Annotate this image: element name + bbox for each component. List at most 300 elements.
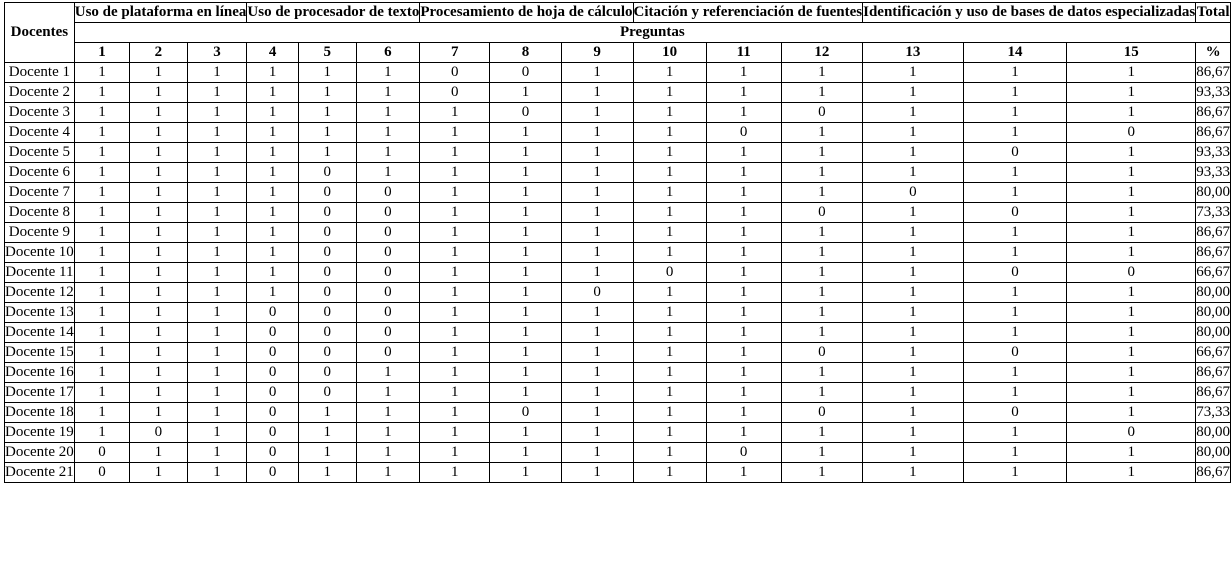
answer-cell: 1: [187, 283, 247, 303]
docente-name: Docente 8: [5, 203, 75, 223]
answer-cell: 1: [420, 243, 490, 263]
answer-cell: 1: [781, 363, 862, 383]
total-percent: 93,33: [1196, 83, 1231, 103]
answer-cell: 1: [74, 363, 129, 383]
answer-cell: 1: [356, 383, 420, 403]
question-number: 4: [247, 43, 298, 63]
answer-cell: 1: [74, 83, 129, 103]
answer-cell: 1: [130, 123, 188, 143]
total-percent: 86,67: [1196, 103, 1231, 123]
answer-cell: 1: [74, 383, 129, 403]
answer-cell: 1: [1067, 443, 1196, 463]
answer-cell: 1: [863, 443, 964, 463]
answer-cell: 1: [706, 403, 781, 423]
answer-cell: 0: [490, 103, 562, 123]
answer-cell: 0: [706, 123, 781, 143]
answer-cell: 1: [490, 443, 562, 463]
answer-cell: 1: [298, 63, 356, 83]
answer-cell: 1: [420, 103, 490, 123]
category-header-bases-datos: Identificación y uso de bases de datos especializadas: [863, 3, 1196, 23]
answer-cell: 1: [781, 383, 862, 403]
answer-cell: 1: [706, 143, 781, 163]
total-percent: 86,67: [1196, 463, 1231, 483]
answer-cell: 1: [1067, 303, 1196, 323]
question-number: 6: [356, 43, 420, 63]
answer-cell: 1: [420, 163, 490, 183]
question-number: 14: [963, 43, 1067, 63]
answer-cell: 1: [420, 463, 490, 483]
answer-cell: 1: [561, 403, 633, 423]
answer-cell: 1: [187, 143, 247, 163]
answer-cell: 1: [490, 463, 562, 483]
answer-cell: 1: [74, 63, 129, 83]
total-percent: 80,00: [1196, 443, 1231, 463]
answer-cell: 0: [356, 263, 420, 283]
answer-cell: 1: [247, 63, 298, 83]
answer-cell: 1: [633, 63, 706, 83]
answer-cell: 0: [963, 343, 1067, 363]
answer-cell: 1: [420, 323, 490, 343]
answer-cell: 1: [706, 383, 781, 403]
answer-cell: 0: [247, 403, 298, 423]
total-percent: 73,33: [1196, 403, 1231, 423]
answer-cell: 1: [706, 83, 781, 103]
answer-cell: 1: [420, 343, 490, 363]
answer-cell: 1: [706, 463, 781, 483]
answer-cell: 0: [356, 283, 420, 303]
table-row: [5, 143, 1231, 163]
answer-cell: 0: [298, 383, 356, 403]
table-row: [5, 403, 1231, 423]
answer-cell: 0: [298, 283, 356, 303]
answer-cell: 1: [420, 203, 490, 223]
answer-cell: 0: [420, 63, 490, 83]
answer-cell: 1: [561, 123, 633, 143]
answer-cell: 1: [1067, 343, 1196, 363]
answer-cell: 1: [561, 183, 633, 203]
answer-cell: 0: [963, 403, 1067, 423]
answer-cell: 0: [298, 243, 356, 263]
total-percent: 66,67: [1196, 263, 1231, 283]
table-row: [5, 103, 1231, 123]
answer-cell: 1: [781, 443, 862, 463]
answer-cell: 1: [187, 443, 247, 463]
answer-cell: 1: [561, 263, 633, 283]
answer-cell: 1: [187, 263, 247, 283]
table-row: [5, 83, 1231, 103]
preguntas-header: Preguntas: [74, 23, 1230, 43]
answer-cell: 1: [706, 283, 781, 303]
answer-cell: 0: [298, 183, 356, 203]
answer-cell: 1: [561, 103, 633, 123]
docente-name: Docente 2: [5, 83, 75, 103]
answer-cell: 0: [247, 363, 298, 383]
total-percent: 80,00: [1196, 323, 1231, 343]
table-row: [5, 343, 1231, 363]
answer-cell: 0: [298, 163, 356, 183]
answer-cell: 0: [356, 303, 420, 323]
docente-name: Docente 3: [5, 103, 75, 123]
answer-cell: 1: [863, 303, 964, 323]
table-row: [5, 463, 1231, 483]
answer-cell: 0: [298, 363, 356, 383]
answer-cell: 1: [420, 143, 490, 163]
table-row: [5, 163, 1231, 183]
table-row: [5, 323, 1231, 343]
answer-cell: 1: [963, 223, 1067, 243]
answer-cell: 1: [633, 363, 706, 383]
answer-cell: 0: [963, 263, 1067, 283]
total-percent: 93,33: [1196, 163, 1231, 183]
answer-cell: 1: [781, 83, 862, 103]
answer-cell: 1: [130, 383, 188, 403]
answer-cell: 1: [490, 203, 562, 223]
answer-cell: 1: [74, 203, 129, 223]
question-number: 10: [633, 43, 706, 63]
answer-cell: 1: [74, 343, 129, 363]
docente-name: Docente 4: [5, 123, 75, 143]
answer-cell: 1: [74, 143, 129, 163]
answer-cell: 1: [490, 163, 562, 183]
answer-cell: 1: [490, 143, 562, 163]
answer-cell: 0: [74, 463, 129, 483]
answer-cell: 0: [298, 323, 356, 343]
table-row: [5, 363, 1231, 383]
answer-cell: 1: [490, 303, 562, 323]
answer-cell: 0: [420, 83, 490, 103]
answer-cell: 1: [130, 243, 188, 263]
answer-cell: 1: [130, 223, 188, 243]
question-number: 13: [863, 43, 964, 63]
answer-cell: 1: [633, 103, 706, 123]
question-number: 5: [298, 43, 356, 63]
answer-cell: 1: [130, 103, 188, 123]
docente-name: Docente 13: [5, 303, 75, 323]
answer-cell: 0: [247, 443, 298, 463]
docente-name: Docente 7: [5, 183, 75, 203]
answer-cell: 0: [781, 103, 862, 123]
answer-cell: 1: [187, 403, 247, 423]
answer-cell: 1: [420, 223, 490, 243]
answer-cell: 1: [247, 163, 298, 183]
answer-cell: 1: [247, 143, 298, 163]
answer-cell: 1: [1067, 163, 1196, 183]
answer-cell: 0: [298, 223, 356, 243]
answer-cell: 1: [130, 63, 188, 83]
answer-cell: 1: [298, 443, 356, 463]
answer-cell: 1: [561, 383, 633, 403]
question-number: 9: [561, 43, 633, 63]
answer-cell: 1: [963, 463, 1067, 483]
answer-cell: 1: [298, 403, 356, 423]
answer-cell: 0: [247, 343, 298, 363]
total-percent: 86,67: [1196, 383, 1231, 403]
answer-cell: 1: [781, 63, 862, 83]
answer-cell: 1: [561, 223, 633, 243]
answer-cell: 0: [781, 403, 862, 423]
answer-cell: 1: [963, 283, 1067, 303]
answer-cell: 0: [298, 203, 356, 223]
answer-cell: 1: [247, 203, 298, 223]
answer-cell: 0: [356, 203, 420, 223]
answer-cell: 1: [706, 263, 781, 283]
answer-cell: 0: [356, 243, 420, 263]
question-number: 15: [1067, 43, 1196, 63]
answer-cell: 1: [356, 63, 420, 83]
answer-cell: 0: [1067, 123, 1196, 143]
answer-cell: 1: [356, 103, 420, 123]
answer-cell: 1: [130, 163, 188, 183]
answer-cell: 1: [130, 343, 188, 363]
answer-cell: 0: [633, 263, 706, 283]
answer-cell: 0: [781, 343, 862, 363]
answer-cell: 1: [633, 443, 706, 463]
answer-cell: 0: [356, 223, 420, 243]
answer-cell: 1: [420, 283, 490, 303]
question-number: 12: [781, 43, 862, 63]
answer-cell: 1: [781, 463, 862, 483]
table-row: [5, 443, 1231, 463]
answer-cell: 1: [963, 103, 1067, 123]
answer-cell: 0: [247, 463, 298, 483]
answer-cell: 0: [1067, 263, 1196, 283]
answer-cell: 1: [963, 83, 1067, 103]
answer-cell: 1: [781, 263, 862, 283]
answer-cell: 0: [490, 63, 562, 83]
answer-cell: 1: [561, 163, 633, 183]
docente-name: Docente 20: [5, 443, 75, 463]
answer-cell: 1: [420, 123, 490, 143]
answer-cell: 1: [356, 463, 420, 483]
answer-cell: 1: [963, 63, 1067, 83]
answer-cell: 1: [706, 423, 781, 443]
answer-cell: 1: [187, 343, 247, 363]
answer-cell: 1: [420, 423, 490, 443]
answer-cell: 1: [963, 363, 1067, 383]
docente-name: Docente 11: [5, 263, 75, 283]
preguntas-header-row: [5, 23, 1231, 43]
answer-cell: 1: [74, 283, 129, 303]
answer-cell: 1: [561, 423, 633, 443]
answer-cell: 1: [490, 383, 562, 403]
answer-cell: 1: [561, 143, 633, 163]
answer-cell: 1: [633, 343, 706, 363]
docente-name: Docente 14: [5, 323, 75, 343]
answer-cell: 1: [781, 303, 862, 323]
percent-header: %: [1196, 43, 1231, 63]
answer-cell: 1: [74, 123, 129, 143]
total-percent: 86,67: [1196, 63, 1231, 83]
answer-cell: 1: [490, 323, 562, 343]
answer-cell: 1: [781, 283, 862, 303]
answer-cell: 0: [781, 203, 862, 223]
category-header-row: [5, 3, 1231, 23]
answer-cell: 1: [247, 263, 298, 283]
answer-cell: 1: [781, 143, 862, 163]
answer-cell: 1: [247, 103, 298, 123]
answer-cell: 1: [963, 303, 1067, 323]
answer-cell: 0: [963, 143, 1067, 163]
answer-cell: 1: [561, 203, 633, 223]
answer-cell: 1: [356, 443, 420, 463]
answer-cell: 1: [187, 383, 247, 403]
answer-cell: 1: [490, 183, 562, 203]
docente-name: Docente 15: [5, 343, 75, 363]
answer-cell: 1: [633, 283, 706, 303]
answer-cell: 1: [963, 383, 1067, 403]
answer-cell: 1: [781, 243, 862, 263]
answer-cell: 1: [863, 203, 964, 223]
docente-name: Docente 6: [5, 163, 75, 183]
answer-cell: 1: [187, 83, 247, 103]
answer-cell: 1: [130, 263, 188, 283]
answer-cell: 1: [633, 383, 706, 403]
answer-cell: 1: [863, 343, 964, 363]
answer-cell: 1: [863, 323, 964, 343]
table-row: [5, 263, 1231, 283]
answer-cell: 1: [633, 143, 706, 163]
answer-cell: 1: [863, 123, 964, 143]
answer-cell: 0: [356, 343, 420, 363]
table-row: [5, 423, 1231, 443]
answer-cell: 1: [1067, 63, 1196, 83]
answer-cell: 1: [356, 123, 420, 143]
answer-cell: 1: [863, 163, 964, 183]
answer-cell: 1: [863, 243, 964, 263]
answer-cell: 1: [633, 223, 706, 243]
answer-cell: 1: [187, 463, 247, 483]
answer-cell: 1: [561, 443, 633, 463]
table-row: [5, 283, 1231, 303]
answer-cell: 0: [130, 423, 188, 443]
answer-cell: 1: [706, 203, 781, 223]
answer-cell: 1: [130, 183, 188, 203]
answer-cell: 0: [863, 183, 964, 203]
answer-cell: 1: [963, 243, 1067, 263]
question-number-row: [5, 43, 1231, 63]
question-number: 1: [74, 43, 129, 63]
category-header-citacion: Citación y referenciación de fuentes: [633, 3, 863, 23]
answer-cell: 1: [1067, 403, 1196, 423]
answer-cell: 1: [74, 403, 129, 423]
answer-cell: 1: [706, 63, 781, 83]
docente-name: Docente 21: [5, 463, 75, 483]
answer-cell: 1: [187, 323, 247, 343]
answer-cell: 1: [863, 103, 964, 123]
answer-cell: 1: [490, 263, 562, 283]
answer-cell: 1: [420, 403, 490, 423]
docente-name: Docente 9: [5, 223, 75, 243]
answer-cell: 1: [187, 163, 247, 183]
answer-cell: 1: [130, 283, 188, 303]
answer-cell: 1: [420, 443, 490, 463]
answer-cell: 1: [74, 163, 129, 183]
answer-cell: 1: [633, 463, 706, 483]
docentes-header: Docentes: [5, 3, 75, 63]
total-percent: 80,00: [1196, 183, 1231, 203]
answer-cell: 1: [247, 283, 298, 303]
answer-cell: 1: [706, 183, 781, 203]
answer-cell: 0: [247, 383, 298, 403]
category-header-hoja-calculo: Procesamiento de hoja de cálculo: [420, 3, 633, 23]
answer-cell: 1: [561, 243, 633, 263]
answer-cell: 1: [187, 223, 247, 243]
answer-cell: 1: [1067, 283, 1196, 303]
answer-cell: 1: [561, 363, 633, 383]
answer-cell: 1: [633, 423, 706, 443]
table-row: [5, 383, 1231, 403]
results-body: [5, 63, 1231, 483]
results-table-container: [4, 2, 1231, 483]
answer-cell: 1: [298, 123, 356, 143]
answer-cell: 1: [633, 163, 706, 183]
question-number: 2: [130, 43, 188, 63]
answer-cell: 1: [781, 223, 862, 243]
answer-cell: 1: [863, 463, 964, 483]
total-percent: 80,00: [1196, 303, 1231, 323]
answer-cell: 1: [420, 363, 490, 383]
answer-cell: 1: [706, 363, 781, 383]
answer-cell: 1: [490, 343, 562, 363]
total-percent: 80,00: [1196, 283, 1231, 303]
total-percent: 73,33: [1196, 203, 1231, 223]
answer-cell: 0: [247, 303, 298, 323]
answer-cell: 1: [1067, 83, 1196, 103]
answer-cell: 0: [963, 203, 1067, 223]
answer-cell: 1: [187, 423, 247, 443]
answer-cell: 1: [963, 123, 1067, 143]
answer-cell: 0: [356, 323, 420, 343]
answer-cell: 1: [130, 143, 188, 163]
question-number: 11: [706, 43, 781, 63]
answer-cell: 1: [863, 143, 964, 163]
answer-cell: 1: [298, 83, 356, 103]
answer-cell: 1: [1067, 363, 1196, 383]
answer-cell: 1: [561, 463, 633, 483]
answer-cell: 1: [863, 383, 964, 403]
answer-cell: 1: [74, 243, 129, 263]
answer-cell: 1: [706, 163, 781, 183]
answer-cell: 0: [706, 443, 781, 463]
answer-cell: 1: [781, 323, 862, 343]
answer-cell: 1: [490, 223, 562, 243]
category-header-plataforma: Uso de plataforma en línea: [74, 3, 247, 23]
answer-cell: 1: [247, 83, 298, 103]
answer-cell: 1: [187, 63, 247, 83]
answer-cell: 1: [74, 303, 129, 323]
answer-cell: 1: [706, 303, 781, 323]
answer-cell: 1: [490, 243, 562, 263]
total-percent: 86,67: [1196, 363, 1231, 383]
answer-cell: 1: [247, 223, 298, 243]
answer-cell: 1: [706, 243, 781, 263]
answer-cell: 1: [781, 163, 862, 183]
total-percent: 86,67: [1196, 243, 1231, 263]
answer-cell: 1: [187, 303, 247, 323]
answer-cell: 1: [1067, 243, 1196, 263]
answer-cell: 1: [247, 243, 298, 263]
answer-cell: 1: [490, 363, 562, 383]
answer-cell: 1: [74, 323, 129, 343]
answer-cell: 1: [490, 283, 562, 303]
answer-cell: 1: [561, 303, 633, 323]
answer-cell: 1: [298, 463, 356, 483]
answer-cell: 0: [356, 183, 420, 203]
answer-cell: 0: [561, 283, 633, 303]
answer-cell: 1: [706, 223, 781, 243]
answer-cell: 1: [633, 243, 706, 263]
answer-cell: 1: [74, 423, 129, 443]
